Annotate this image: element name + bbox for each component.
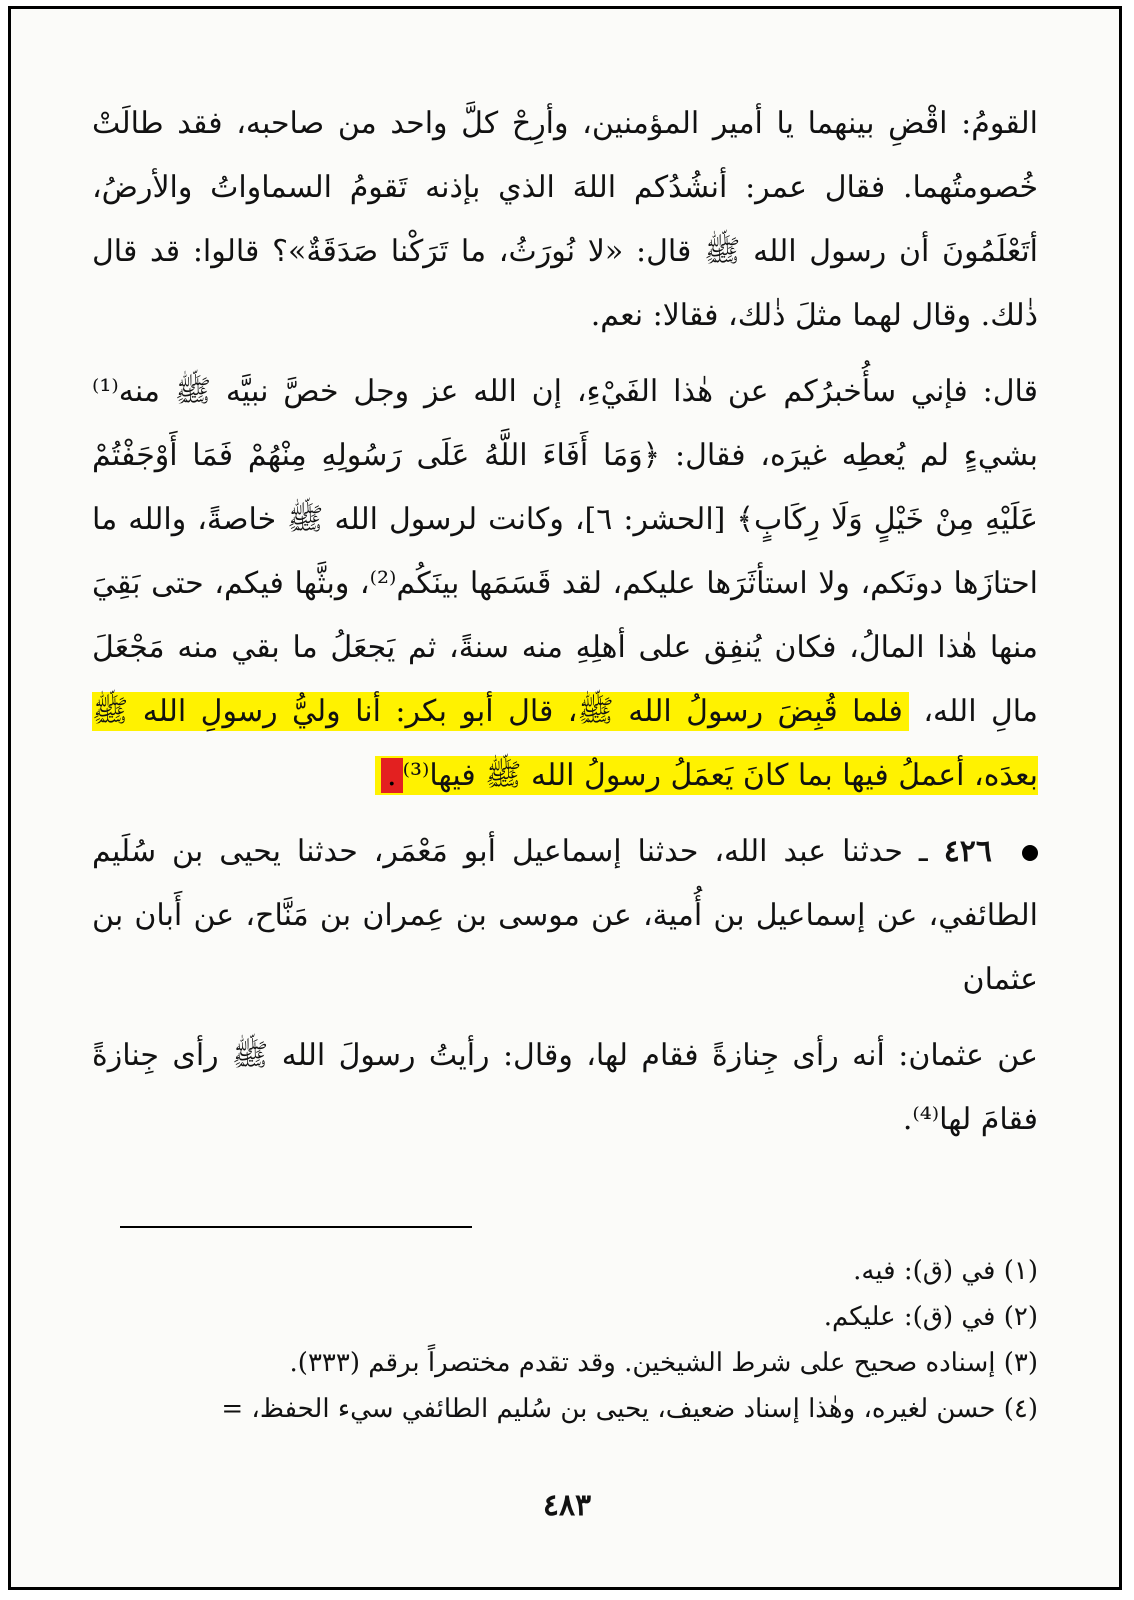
hadith-number: ٤٢٦ (943, 834, 993, 869)
highlighted-passage (92, 692, 1038, 795)
footnotes (92, 1248, 1038, 1432)
paragraph-1: القومُ: اقْضِ بينهما يا أمير المؤمنين، وأرِحْ كلَّ واحد من صاحبه، فقد طالَتْ خُصومتُهما. فقال عمر: أنشُدُكم اللهَ الذي بإذنه تَقومُ السماواتُ والأرضُ، أتَعْلَمُونَ أن رسول الله ﷺ قال: «لا نُورَثُ، ما تَرَكْنا صَدَقَةٌ»؟ قالوا: قد قال ذٰلك. وقال لهما مثلَ ذٰلك، فقالا: نعم. (92, 106, 1038, 333)
footnote-2: (٢) في (ق): عليكم. (823, 1302, 1038, 1332)
main-text (92, 92, 1038, 1152)
highlight-end-marker: . (381, 758, 403, 793)
hadith-isnad-text: ـ حدثنا عبد الله، حدثنا إسماعيل أبو مَعْمَر، حدثنا يحيى بن سُلَيم الطائفي، عن إسماعيل بن أُمية، عن موسى بن عِمران بن مَنَّاح، عن أَبان بن عثمان (92, 834, 1038, 997)
footnote-divider (120, 1226, 472, 1228)
footnote-1: (١) في (ق): فيه. (853, 1256, 1038, 1286)
footnote-4: (٤) حسن لغيره، وهٰذا إسناد ضعيف، يحيى بن سُليم الطائفي سيء الحفظ، = (221, 1394, 1038, 1424)
page-number: ٤٨٣ (542, 1488, 592, 1523)
highlighted-text: فلما قُبِضَ رسولُ الله ﷺ، قال أبو بكر: أنا وليُّ رسولِ الله ﷺ بعدَه، أعملُ فيها بما كانَ يَعمَلُ رسولُ الله ﷺ فيها⁽³⁾ (92, 694, 1038, 793)
hadith-matn: عن عثمان: أنه رأى جِنازةً فقام لها، وقال: رأيتُ رسولَ الله ﷺ رأى جِنازةً فقامَ لها⁽⁴⁾. (92, 1038, 1038, 1137)
hadith-isnad (92, 820, 1038, 1012)
paragraph-2-text: قال: فإني سأُخبرُكم عن هٰذا الفَيْءِ، إن الله عز وجل خصَّ نبيَّه ﷺ منه⁽¹⁾ بشيءٍ لم يُعطِه غيرَه، فقال: ﴿وَمَا أَفَاءَ اللَّهُ عَلَى رَسُولِهِ مِنْهُمْ فَمَا أَوْجَفْتُمْ عَلَيْهِ مِنْ خَيْلٍ وَلَا رِكَابٍ﴾ [الحشر: ٦]، وكانت لرسول الله ﷺ خاصةً، والله ما احتازَها دونَكم، ولا استأثَرَها عليكم، لقد قَسَمَها بينَكُم⁽²⁾، وبثَّها فيكم، حتى بَقِيَ منها هٰذا المالُ، فكان يُنفِق على أهلِهِ منه سنةً، ثم يَجعَلُ ما بقي منه مَجْعَلَ مالِ الله، (92, 374, 1039, 729)
footnote-3: (٣) إسناده صحيح على شرط الشيخين. وقد تقدم مختصراً برقم (٣٣٣). (289, 1348, 1038, 1378)
hadith-bullet-icon (1022, 845, 1038, 861)
paragraph-2 (92, 360, 1038, 808)
